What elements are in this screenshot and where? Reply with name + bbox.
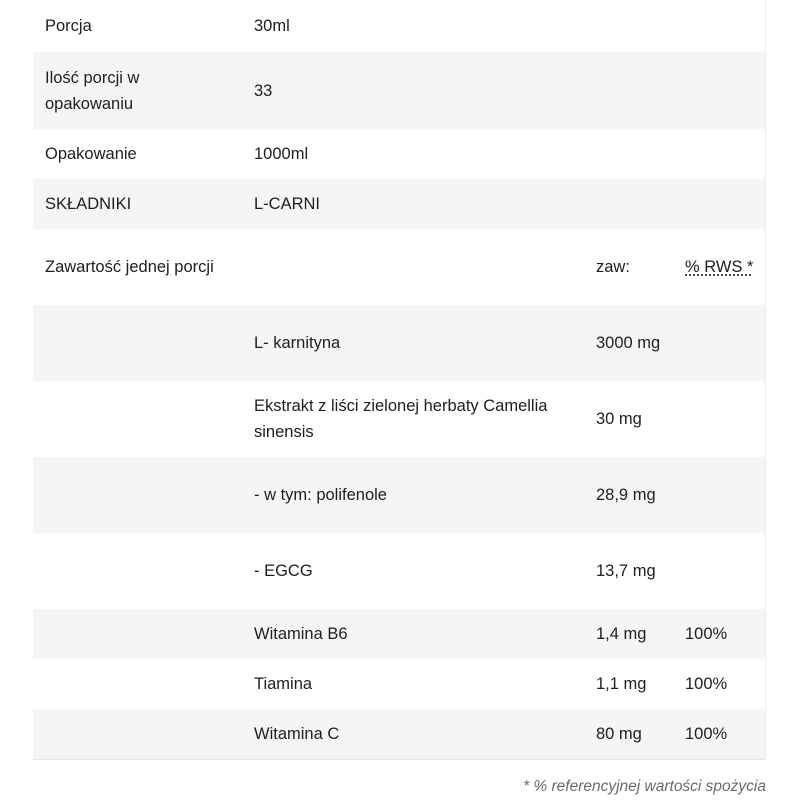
row-label: Porcja xyxy=(33,0,242,52)
ingredient-rws xyxy=(677,305,765,381)
empty-cell xyxy=(33,709,242,759)
nutrition-table-container xyxy=(33,0,766,760)
empty-cell xyxy=(33,305,242,381)
content-header-label: Zawartość jednej porcji xyxy=(33,229,242,305)
empty-cell xyxy=(33,381,242,457)
ingredient-row xyxy=(33,533,765,609)
ingredient-name: - EGCG xyxy=(242,533,585,609)
empty-cell xyxy=(33,659,242,709)
ingredient-row xyxy=(33,457,765,533)
empty-cell xyxy=(33,533,242,609)
ingredient-name: L- karnityna xyxy=(242,305,585,381)
row-label: Ilość porcji w opakowaniu xyxy=(33,52,242,129)
table-row xyxy=(33,179,765,229)
ingredient-rws xyxy=(677,533,765,609)
ingredient-rws: 100% xyxy=(677,609,765,659)
row-value: 33 xyxy=(242,52,765,129)
row-value: 1000ml xyxy=(242,129,765,179)
ingredient-name: Witamina C xyxy=(242,709,585,759)
ingredient-row xyxy=(33,659,765,709)
row-value: 30ml xyxy=(242,0,765,52)
ingredient-amount: 80 mg xyxy=(585,709,677,759)
ingredient-row xyxy=(33,381,765,457)
ingredient-name: Ekstrakt z liści zielonej herbaty Camellia sinensis xyxy=(242,381,585,457)
ingredient-rws: 100% xyxy=(677,659,765,709)
ingredient-amount: 28,9 mg xyxy=(585,457,677,533)
ingredient-row xyxy=(33,609,765,659)
ingredient-amount: 30 mg xyxy=(585,381,677,457)
ingredient-rws xyxy=(677,457,765,533)
table-row xyxy=(33,0,765,52)
ingredient-rws xyxy=(677,381,765,457)
empty-cell xyxy=(33,457,242,533)
row-value: L-CARNI xyxy=(242,179,765,229)
table-row xyxy=(33,129,765,179)
ingredient-amount: 13,7 mg xyxy=(585,533,677,609)
row-label: SKŁADNIKI xyxy=(33,179,242,229)
ingredient-amount: 1,1 mg xyxy=(585,659,677,709)
empty-cell xyxy=(242,229,585,305)
ingredient-name: - w tym: polifenole xyxy=(242,457,585,533)
ingredient-row xyxy=(33,305,765,381)
ingredient-rws: 100% xyxy=(677,709,765,759)
rws-abbreviation: % RWS * xyxy=(685,258,754,276)
nutrition-table xyxy=(33,0,765,760)
row-label: Opakowanie xyxy=(33,129,242,179)
ingredient-row xyxy=(33,709,765,759)
empty-cell xyxy=(33,609,242,659)
ingredient-amount: 3000 mg xyxy=(585,305,677,381)
ingredient-name: Witamina B6 xyxy=(242,609,585,659)
rws-column-header xyxy=(677,229,765,305)
rws-footnote: * % referencyjnej wartości spożycia xyxy=(523,778,766,795)
table-row xyxy=(33,52,765,129)
ingredient-name: Tiamina xyxy=(242,659,585,709)
content-header-row xyxy=(33,229,765,305)
ingredient-amount: 1,4 mg xyxy=(585,609,677,659)
amount-column-header: zaw: xyxy=(585,229,677,305)
